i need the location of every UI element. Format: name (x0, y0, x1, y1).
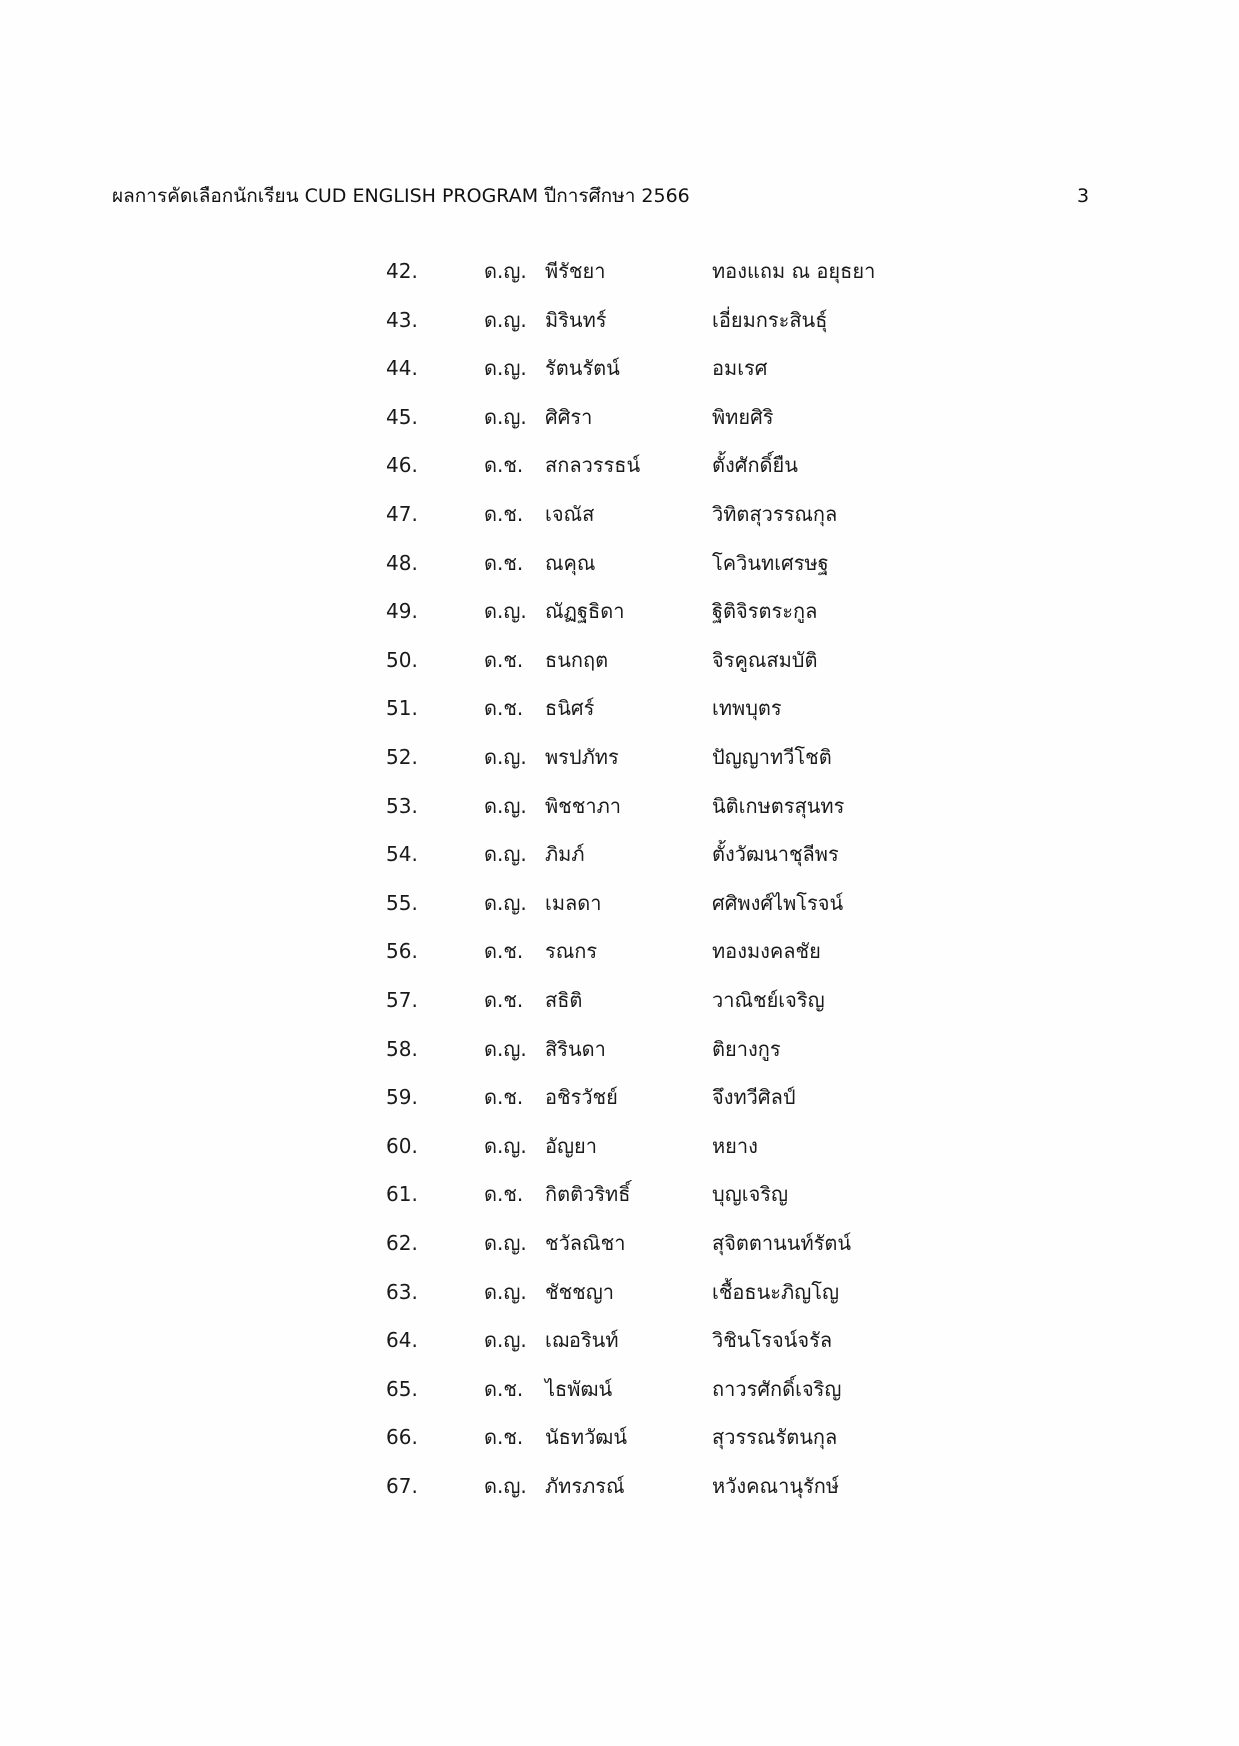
student-title: ด.ญ. (484, 1279, 527, 1304)
student-number: 47. (386, 502, 418, 526)
student-last-name: ปัญญาทวีโชติ (712, 745, 832, 769)
student-title: ด.ช. (484, 1085, 524, 1110)
student-first-name: ศิศิรา (545, 404, 593, 429)
student-title: ด.ญ. (484, 404, 527, 429)
student-title: ด.ช. (484, 988, 524, 1012)
student-row (0, 305, 1239, 335)
student-first-name: ณคุณ (545, 550, 596, 575)
student-row (0, 1325, 1239, 1355)
student-number: 49. (386, 599, 418, 624)
student-row (0, 402, 1239, 432)
student-row (0, 985, 1239, 1015)
student-first-name: ธนกฤต (545, 647, 609, 672)
student-title: ด.ญ. (484, 793, 527, 818)
student-last-name: อมเรศ (712, 356, 768, 381)
student-first-name: อัญยา (545, 1133, 598, 1158)
student-last-name: พิทยศิริ (712, 404, 774, 429)
student-first-name: ไธพัฒน์ (545, 1376, 613, 1401)
student-last-name: เชื้อธนะภิญโญ (712, 1279, 840, 1304)
student-row (0, 1228, 1239, 1258)
student-row (0, 256, 1239, 286)
student-title: ด.ญ. (484, 307, 527, 332)
student-row (0, 548, 1239, 578)
student-number: 46. (386, 453, 418, 478)
student-row (0, 596, 1239, 626)
student-title: ด.ญ. (484, 1231, 527, 1255)
student-first-name: พรปภัทร (545, 745, 619, 769)
student-row (0, 936, 1239, 966)
student-row (0, 1471, 1239, 1501)
student-title: ด.ช. (484, 1376, 524, 1401)
student-last-name: นิติเกษตรสุนทร (712, 793, 845, 818)
student-last-name: จิรคูณสมบัติ (712, 647, 818, 672)
student-first-name: เจณัส (545, 502, 595, 526)
student-number: 43. (386, 307, 418, 332)
student-first-name: ณัฏฐธิดา (545, 599, 625, 624)
student-title: ด.ช. (484, 502, 524, 526)
student-last-name: วาณิชย์เจริญ (712, 988, 825, 1012)
student-number: 59. (386, 1085, 418, 1110)
student-title: ด.ช. (484, 939, 524, 964)
page-number: 3 (1077, 185, 1090, 207)
student-last-name: โควินทเศรษฐ (712, 550, 829, 575)
student-title: ด.ช. (484, 453, 524, 478)
student-number: 62. (386, 1231, 418, 1255)
student-first-name: ธนิศร์ (545, 696, 595, 721)
student-first-name: เฌอรินท์ (545, 1328, 619, 1353)
student-row (0, 839, 1239, 869)
student-number: 50. (386, 647, 418, 672)
student-title: ด.ญ. (484, 356, 527, 381)
student-number: 67. (386, 1474, 418, 1498)
student-first-name: สิรินดา (545, 1036, 606, 1061)
student-last-name: ทองมงคลชัย (712, 939, 821, 964)
student-title: ด.ญ. (484, 1328, 527, 1353)
student-title: ด.ช. (484, 647, 524, 672)
student-title: ด.ญ. (484, 1133, 527, 1158)
student-row (0, 888, 1239, 918)
student-number: 52. (386, 745, 418, 769)
student-last-name: ตั้งวัฒนาชุลีพร (712, 842, 839, 867)
student-title: ด.ช. (484, 550, 524, 575)
student-title: ด.ญ. (484, 842, 527, 867)
student-first-name: กิตติวริทธิ์ (545, 1182, 631, 1207)
student-row (0, 1131, 1239, 1161)
student-last-name: บุญเจริญ (712, 1182, 789, 1207)
student-title: ด.ญ. (484, 259, 527, 283)
student-number: 48. (386, 550, 418, 575)
student-first-name: รณกร (545, 939, 598, 964)
student-number: 60. (386, 1133, 418, 1158)
student-title: ด.ญ. (484, 745, 527, 769)
student-number: 58. (386, 1036, 418, 1061)
student-number: 45. (386, 404, 418, 429)
student-row (0, 450, 1239, 480)
student-last-name: เอี่ยมกระสินธุ์ (712, 307, 828, 332)
student-first-name: อชิรวัชย์ (545, 1085, 618, 1110)
student-first-name: มิรินทร์ (545, 307, 607, 332)
student-last-name: ตั้งศักดิ์ยืน (712, 453, 798, 478)
student-row (0, 742, 1239, 772)
student-number: 64. (386, 1328, 418, 1353)
student-title: ด.ญ. (484, 890, 527, 915)
student-number: 51. (386, 696, 418, 721)
student-last-name: ถาวรศักดิ์เจริญ (712, 1376, 842, 1401)
student-last-name: วิชินโรจน์จรัล (712, 1328, 833, 1353)
student-title: ด.ช. (484, 696, 524, 721)
student-row (0, 1422, 1239, 1452)
student-first-name: สกลวรรธน์ (545, 453, 641, 478)
student-row (0, 353, 1239, 383)
student-first-name: ชวัลณิชา (545, 1231, 626, 1255)
student-first-name: นัธทวัฒน์ (545, 1425, 628, 1450)
student-title: ด.ญ. (484, 1036, 527, 1061)
student-number: 56. (386, 939, 418, 964)
student-row (0, 1374, 1239, 1404)
student-first-name: พีรัชยา (545, 259, 606, 283)
student-last-name: ติยางกูร (712, 1036, 781, 1061)
student-last-name: หวังคณานุรักษ์ (712, 1474, 840, 1498)
student-title: ด.ช. (484, 1182, 524, 1207)
student-number: 42. (386, 259, 418, 283)
student-number: 65. (386, 1376, 418, 1401)
student-number: 55. (386, 890, 418, 915)
student-first-name: ภัทรภรณ์ (545, 1474, 625, 1498)
student-row (0, 645, 1239, 675)
student-title: ด.ช. (484, 1425, 524, 1450)
student-row (0, 1179, 1239, 1209)
student-title: ด.ญ. (484, 1474, 527, 1498)
student-number: 66. (386, 1425, 418, 1450)
student-last-name: สุจิตตานนท์รัตน์ (712, 1231, 852, 1255)
student-number: 61. (386, 1182, 418, 1207)
student-last-name: หยาง (712, 1133, 758, 1158)
student-row (0, 1034, 1239, 1064)
student-first-name: สธิติ (545, 988, 583, 1012)
student-row (0, 693, 1239, 723)
student-first-name: ชัชชญา (545, 1279, 614, 1304)
student-number: 57. (386, 988, 418, 1012)
student-number: 53. (386, 793, 418, 818)
student-row (0, 1277, 1239, 1307)
student-last-name: ฐิติจิรตระกูล (712, 599, 818, 624)
student-number: 63. (386, 1279, 418, 1304)
student-first-name: พิชชาภา (545, 793, 621, 818)
student-first-name: รัตนรัตน์ (545, 356, 620, 381)
student-last-name: จึงทวีศิลป์ (712, 1085, 796, 1110)
student-first-name: ภิมภ์ (545, 842, 585, 867)
student-last-name: เทพบุตร (712, 696, 782, 721)
student-row (0, 1082, 1239, 1112)
document-header-title: ผลการคัดเลือกนักเรียน CUD ENGLISH PROGRAM ปีการศึกษา 2566 (112, 185, 690, 207)
student-row (0, 499, 1239, 529)
student-number: 54. (386, 842, 418, 867)
student-last-name: ศศิพงศ์ไพโรจน์ (712, 890, 844, 915)
student-last-name: สุวรรณรัตนกุล (712, 1425, 838, 1450)
student-last-name: ทองแถม ณ อยุธยา (712, 259, 876, 283)
student-last-name: วิทิตสุวรรณกุล (712, 502, 838, 526)
student-row (0, 791, 1239, 821)
student-number: 44. (386, 356, 418, 381)
student-title: ด.ญ. (484, 599, 527, 624)
student-first-name: เมลดา (545, 890, 602, 915)
